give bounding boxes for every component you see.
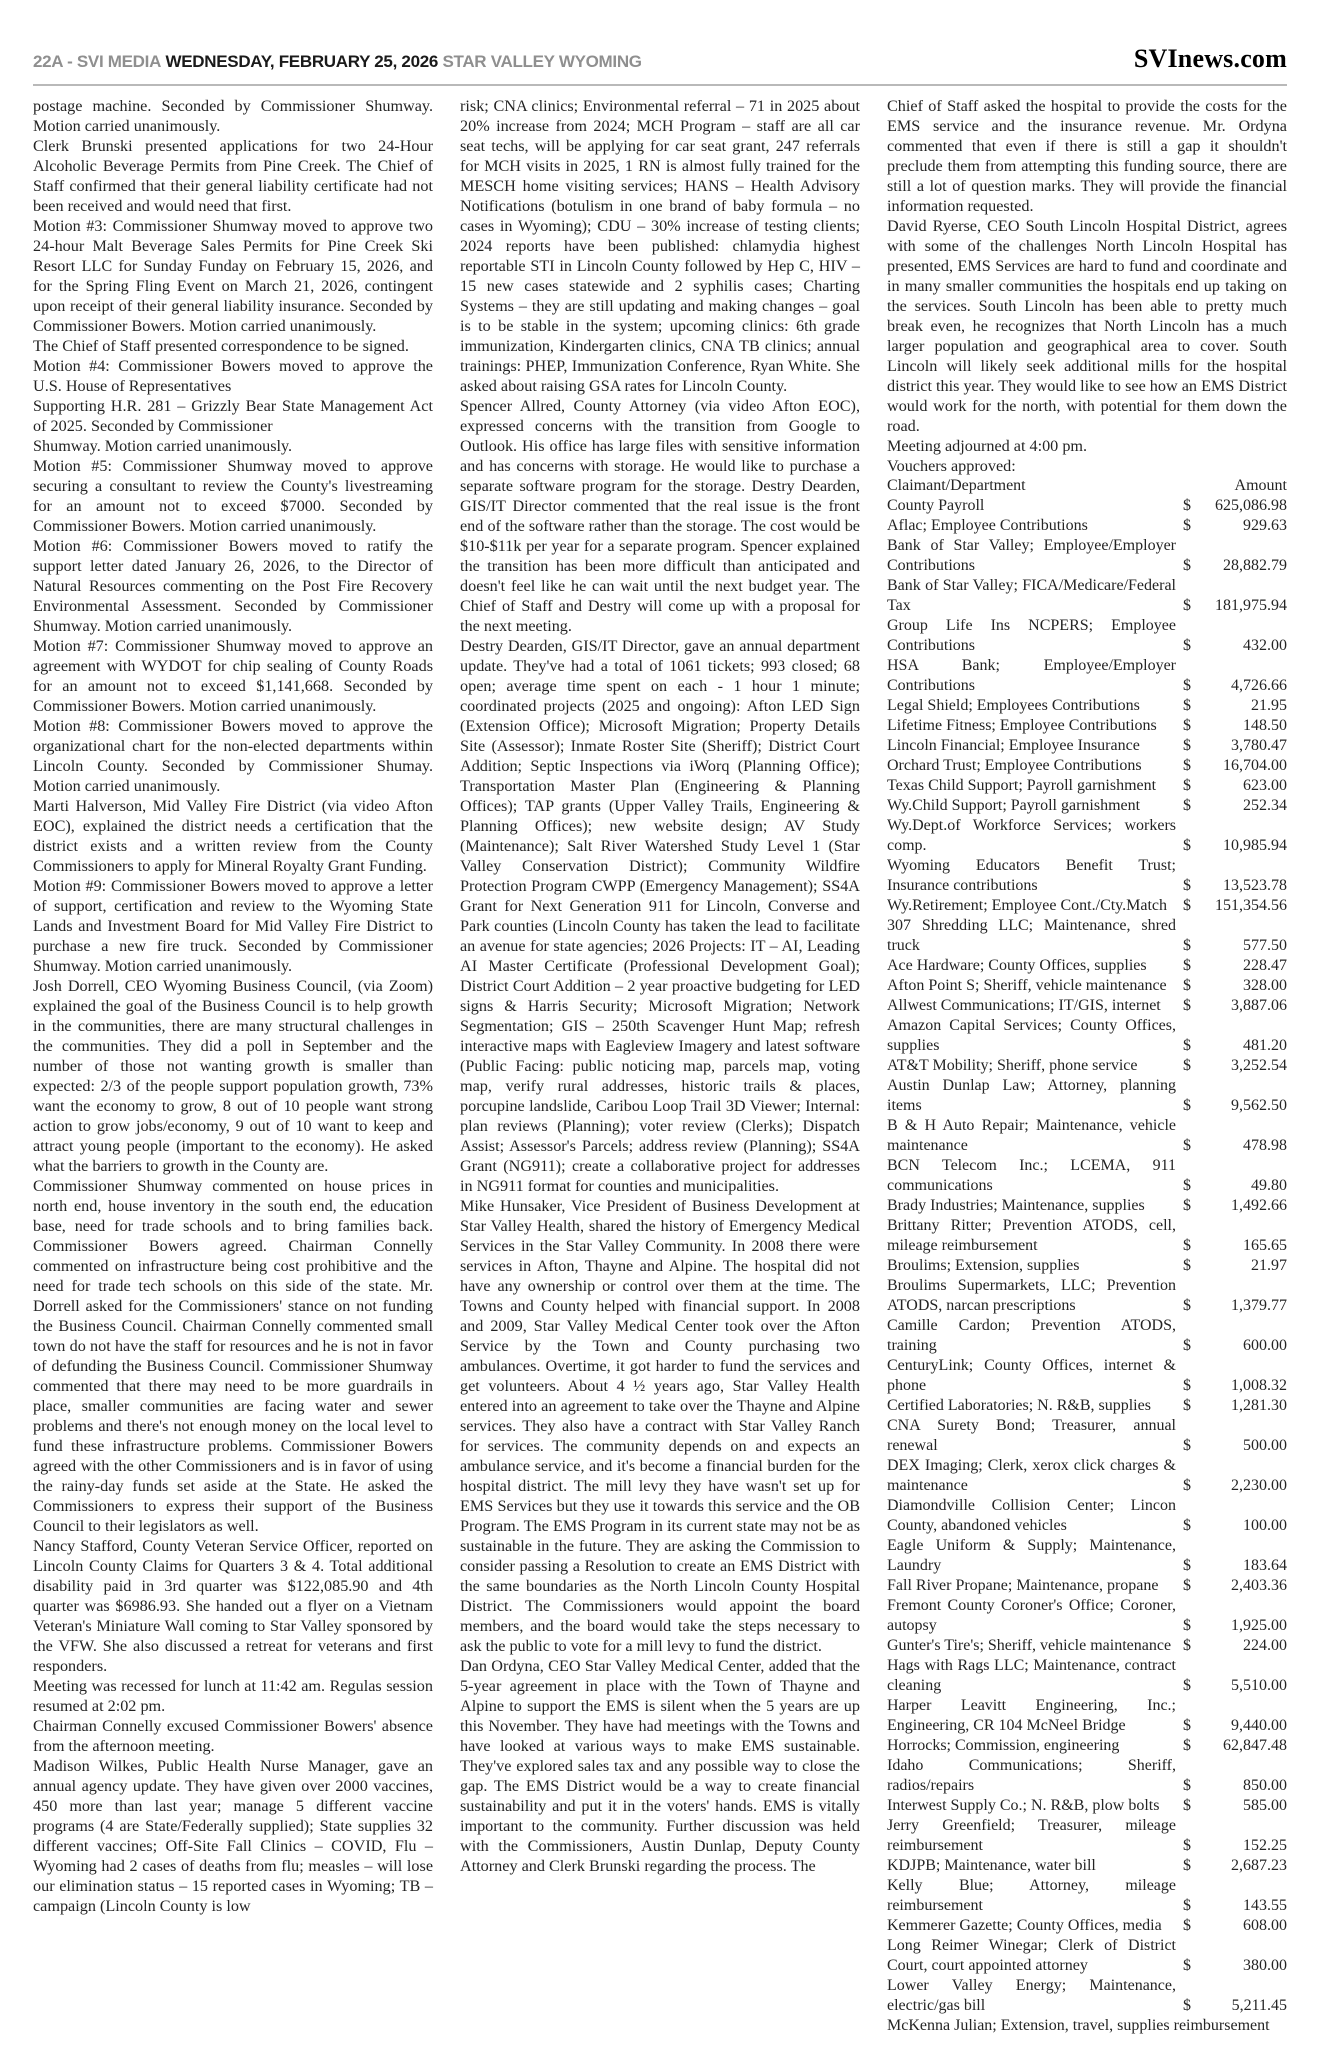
currency-symbol: $ bbox=[1183, 997, 1191, 1014]
voucher-claimant: Hags with Rags LLC; Maintenance, contract cleaning bbox=[887, 1657, 1176, 1694]
voucher-claimant: 307 Shredding LLC; Maintenance, shred truck bbox=[887, 917, 1176, 954]
amount-value: 1,008.32 bbox=[1231, 1377, 1287, 1394]
voucher-claimant: Idaho Communications; Sheriff, radios/repairs bbox=[887, 1757, 1176, 1794]
voucher-claimant: Jerry Greenfield; Treasurer, mileage reimbursement bbox=[887, 1817, 1176, 1854]
voucher-row bbox=[887, 1576, 1287, 1596]
voucher-claimant-header: Claimant/Department bbox=[887, 477, 1026, 494]
voucher-amount bbox=[1183, 1736, 1287, 1756]
paragraph: Commissioner Shumway commented on house prices in north end, house inventory in the south end, the education base, need for trade schools and to bring families back. Commissioner Bowers agreed. Chairman Connelly commented on infrastructure being cost prohibitive and the need for trade tech schools on this side of the state. Mr. Dorrell asked for the Commissioners' stance on not funding the Business Council. Chairman Connelly commented small town do not have the staff for resources and he is not in favor of defunding the Business Council. Commissioner Shumway commented that there may need to be more guardrails in place, smaller communities are facing water and sewer problems and there's not enough money on the local level to fund these infrastructure problems. Commissioner Bowers agreed with the other Commissioners and is in favor of using the rainy-day funds set aside at the State. He asked the Commissioners to express their support of the Business Council to their legislators as well. bbox=[33, 1177, 433, 1535]
currency-symbol: $ bbox=[1183, 1437, 1191, 1454]
voucher-claimant: Diamondville Collision Center; Lincon County, abandoned vehicles bbox=[887, 1497, 1176, 1534]
voucher-amount bbox=[1183, 756, 1287, 776]
voucher-claimant: Group Life Ins NCPERS; Employee Contributions bbox=[887, 617, 1176, 654]
amount-value: 252.34 bbox=[1243, 797, 1287, 814]
voucher-claimant: Harper Leavitt Engineering, Inc.; Engineering, CR 104 McNeel Bridge bbox=[887, 1697, 1176, 1734]
paragraph: Shumway. Motion carried unanimously. bbox=[33, 437, 293, 455]
voucher-amount bbox=[1183, 1856, 1287, 1876]
paragraph: The Chief of Staff presented correspondence to be signed. bbox=[33, 337, 409, 355]
masthead-left bbox=[33, 52, 642, 72]
voucher-row bbox=[887, 1796, 1287, 1816]
amount-value: 623.00 bbox=[1243, 777, 1287, 794]
voucher-amount bbox=[1183, 1296, 1287, 1316]
voucher-amount bbox=[1183, 1556, 1287, 1576]
currency-symbol: $ bbox=[1183, 737, 1191, 754]
voucher-row bbox=[887, 1736, 1287, 1756]
currency-symbol: $ bbox=[1183, 1797, 1191, 1814]
voucher-claimant: HSA Bank; Employee/Employer Contributions bbox=[887, 657, 1176, 694]
voucher-row bbox=[887, 696, 1287, 716]
amount-value: 625,086.98 bbox=[1215, 497, 1287, 514]
voucher-row bbox=[887, 1456, 1287, 1496]
currency-symbol: $ bbox=[1183, 637, 1191, 654]
amount-value: 1,379.77 bbox=[1231, 1297, 1287, 1314]
voucher-amount bbox=[1183, 1996, 1287, 2016]
currency-symbol: $ bbox=[1183, 677, 1191, 694]
voucher-row bbox=[887, 1876, 1287, 1916]
currency-symbol: $ bbox=[1183, 1377, 1191, 1394]
amount-value: 608.00 bbox=[1243, 1917, 1287, 1934]
voucher-claimant: Afton Point S; Sheriff, vehicle maintenance bbox=[887, 977, 1167, 994]
voucher-amount bbox=[1183, 1636, 1287, 1656]
currency-symbol: $ bbox=[1183, 1237, 1191, 1254]
currency-symbol: $ bbox=[1183, 1257, 1191, 1274]
issue-date: WEDNESDAY, FEBRUARY 25, 2026 bbox=[165, 52, 439, 71]
voucher-claimant: BCN Telecom Inc.; LCEMA, 911 communications bbox=[887, 1157, 1176, 1194]
voucher-claimant: Ace Hardware; County Offices, supplies bbox=[887, 957, 1147, 974]
currency-symbol: $ bbox=[1183, 1037, 1191, 1054]
amount-value: 165.65 bbox=[1243, 1237, 1287, 1254]
voucher-row bbox=[887, 1156, 1287, 1196]
voucher-amount bbox=[1183, 736, 1287, 756]
amount-value: 5,510.00 bbox=[1231, 1677, 1287, 1694]
voucher-claimant: Aflac; Employee Contributions bbox=[887, 517, 1088, 534]
currency-symbol: $ bbox=[1183, 1337, 1191, 1354]
voucher-claimant: Certified Laboratories; N. R&B, supplies bbox=[887, 1397, 1151, 1414]
voucher-row bbox=[887, 1536, 1287, 1576]
voucher-amount bbox=[1183, 696, 1287, 716]
currency-symbol: $ bbox=[1183, 1717, 1191, 1734]
currency-symbol: $ bbox=[1183, 1737, 1191, 1754]
currency-symbol: $ bbox=[1183, 957, 1191, 974]
amount-value: 2,687.23 bbox=[1231, 1857, 1287, 1874]
voucher-claimant: Bank of Star Valley; FICA/Medicare/Federal Tax bbox=[887, 577, 1176, 614]
voucher-row bbox=[887, 1276, 1287, 1316]
amount-value: 577.50 bbox=[1243, 937, 1287, 954]
voucher-claimant: Brady Industries; Maintenance, supplies bbox=[887, 1197, 1145, 1214]
voucher-row bbox=[887, 976, 1287, 996]
currency-symbol: $ bbox=[1183, 1557, 1191, 1574]
voucher-amount bbox=[1183, 876, 1287, 896]
paragraph: Motion #6: Commissioner Bowers moved to ratify the support letter dated January 26, 2026, to the Director of Natural Resources commenting on the Post Fire Recovery Environmental Assessment. Seconded by Commissioner Shumway. Motion carried unanimously. bbox=[33, 537, 433, 635]
amount-value: 380.00 bbox=[1243, 1957, 1287, 1974]
column-1 bbox=[33, 96, 433, 2048]
voucher-claimant: County Payroll bbox=[887, 497, 985, 514]
amount-value: 585.00 bbox=[1243, 1797, 1287, 1814]
amount-value: 1,281.30 bbox=[1231, 1397, 1287, 1414]
voucher-amount bbox=[1183, 956, 1287, 976]
voucher-claimant: Lincoln Financial; Employee Insurance bbox=[887, 737, 1140, 754]
voucher-amount bbox=[1183, 1196, 1287, 1216]
voucher-row bbox=[887, 1416, 1287, 1456]
currency-symbol: $ bbox=[1183, 697, 1191, 714]
voucher-amount bbox=[1183, 596, 1287, 616]
currency-symbol: $ bbox=[1183, 1897, 1191, 1914]
column-2 bbox=[460, 96, 860, 2048]
voucher-amount bbox=[1183, 636, 1287, 656]
publication-location: STAR VALLEY WYOMING bbox=[442, 52, 642, 71]
voucher-amount bbox=[1183, 1796, 1287, 1816]
voucher-claimant: Brittany Ritter; Prevention ATODS, cell, mileage reimbursement bbox=[887, 1217, 1176, 1254]
currency-symbol: $ bbox=[1183, 877, 1191, 894]
voucher-claimant: Broulims Supermarkets, LLC; Prevention ATODS, narcan prescriptions bbox=[887, 1277, 1176, 1314]
amount-value: 21.95 bbox=[1251, 697, 1287, 714]
voucher-row bbox=[887, 1396, 1287, 1416]
voucher-amount bbox=[1183, 1036, 1287, 1056]
currency-symbol: $ bbox=[1183, 1057, 1191, 1074]
voucher-claimant: Eagle Uniform & Supply; Maintenance, Laundry bbox=[887, 1537, 1176, 1574]
currency-symbol: $ bbox=[1183, 1137, 1191, 1154]
amount-value: 152.25 bbox=[1243, 1837, 1287, 1854]
column-3 bbox=[887, 96, 1287, 2048]
voucher-amount bbox=[1183, 1236, 1287, 1256]
voucher-claimant: AT&T Mobility; Sheriff, phone service bbox=[887, 1057, 1138, 1074]
paragraph: Motion #8: Commissioner Bowers moved to approve the organizational chart for the non-elected departments within Lincoln County. Seconded by Commissioner Shumay. Motion carried unanimously. bbox=[33, 717, 433, 795]
voucher-row bbox=[887, 1256, 1287, 1276]
amount-value: 3,252.54 bbox=[1231, 1057, 1287, 1074]
voucher-claimant: Lower Valley Energy; Maintenance, electric/gas bill bbox=[887, 1977, 1176, 2014]
paragraph: Motion #9: Commissioner Bowers moved to approve a letter of support, certification and review to the Wyoming State Lands and Investment Board for Mid Valley Fire District to purchase a new fire truck. Seconded by Commissioner Shumway. Motion carried unanimously. bbox=[33, 877, 433, 975]
voucher-row bbox=[887, 1496, 1287, 1536]
paragraph: Madison Wilkes, Public Health Nurse Manager, gave an annual agency update. They have given over 2000 vaccines, 450 more than last year; manage 5 different vaccine programs (4 are State/Federally supplied); State supplies 32 different vaccines; Off-Site Fall Clinics – COVID, Flu – Wyoming had 2 cases of deaths from flu; measles – will lose our elimination status – 15 reported cases in Wyoming; TB – campaign (Lincoln County is low bbox=[33, 1757, 433, 1915]
amount-value: 1,925.00 bbox=[1231, 1617, 1287, 1634]
voucher-row bbox=[887, 616, 1287, 656]
voucher-amount bbox=[1183, 1516, 1287, 1536]
voucher-claimant: Lifetime Fitness; Employee Contributions bbox=[887, 717, 1157, 734]
voucher-claimant: Fremont County Coroner's Office; Coroner, autopsy bbox=[887, 1597, 1176, 1634]
voucher-amount bbox=[1183, 516, 1287, 536]
voucher-row bbox=[887, 956, 1287, 976]
voucher-row bbox=[887, 2016, 1287, 2036]
currency-symbol: $ bbox=[1183, 1917, 1191, 1934]
paragraph: risk; CNA clinics; Environmental referral – 71 in 2025 about 20% increase from 2024; MCH Program – staff are all car seat techs, will be applying for car seat grant, 247 referrals for MCH visits in 2025, 1 RN is almost fully trained for the MESCH home visiting services; HANS – Health Advisory Notifications (botulism in one brand of baby formula – no cases in Wyoming); CDU – 30% increase of testing clients; 2024 reports have been published: chlamydia highest reportable STI in Lincoln County followed by Hep C, HIV – 15 new cases statewide and 2 syphilis cases; Charting Systems – they are still updating and making changes – goal is to be stable in the system; upcoming clinics: 6th grade immunization, Kindergarten clinics, CNA TB clinics; annual trainings: PHEP, Immunization Conference, Ryan White. She asked about raising GSA rates for Lincoln County. bbox=[460, 97, 860, 395]
voucher-row bbox=[887, 1116, 1287, 1156]
voucher-row bbox=[887, 496, 1287, 516]
voucher-row bbox=[887, 776, 1287, 796]
voucher-claimant: Amazon Capital Services; County Offices, supplies bbox=[887, 1017, 1176, 1054]
currency-symbol: $ bbox=[1183, 1777, 1191, 1794]
voucher-claimant: Kemmerer Gazette; County Offices, media bbox=[887, 1917, 1162, 1934]
amount-value: 148.50 bbox=[1243, 717, 1287, 734]
currency-symbol: $ bbox=[1183, 557, 1191, 574]
currency-symbol: $ bbox=[1183, 1517, 1191, 1534]
voucher-row bbox=[887, 1816, 1287, 1856]
voucher-claimant: Wy.Retirement; Employee Cont./Cty.Match bbox=[887, 897, 1168, 914]
voucher-amount bbox=[1183, 1776, 1287, 1796]
currency-symbol: $ bbox=[1183, 897, 1191, 914]
amount-value: 143.55 bbox=[1243, 1897, 1287, 1914]
voucher-amount bbox=[1183, 1056, 1287, 1076]
currency-symbol: $ bbox=[1183, 1677, 1191, 1694]
amount-value: 4,726.66 bbox=[1231, 677, 1287, 694]
voucher-claimant: KDJPB; Maintenance, water bill bbox=[887, 1857, 1096, 1874]
currency-symbol: $ bbox=[1183, 937, 1191, 954]
paragraph: Destry Dearden, GIS/IT Director, gave an annual department update. They've had a total of 1061 tickets; 993 closed; 68 open; average time spent on each - 1 hour 1 minute; coordinated projects (2025 and ongoing): Afton LED Sign (Extension Office); Microsoft Migration; Property Details Site (Assessor); Inmate Roster Site (Sheriff); District Court Addition; Septic Inspections via iWorq (Planning Office); Transportation Master Plan (Engineering & Planning Offices); TAP grants (Upper Valley Trails, Engineering & Planning Offices); new website design; AV Study (Maintenance); Salt River Watershed Study Level 1 (Star Valley Conservation District); Community Wildfire Protection Program CWPP (Emergency Management); SS4A Grant for Next Generation 911 for Lincoln, Converse and Park counties (Lincoln County has taken the lead to facilitate an avenue for state agencies; 2026 Projects: IT – AI, Leading AI Master Certificate (Professional Development Goal); District Court Addition – 2 year proactive budgeting for LED signs & Harris Security; Microsoft Migration; Network Segmentation; GIS – 250th Scavenger Hunt Map; refresh interactive maps with Eagleview Imagery and latest software (Public Facing: public noticing map, parcels map, voting map, verify rural addresses, historic trails & places, porcupine landslide, Caribou Loop Trail 3D Viewer; Internal: plan reviews (Planning); voter review (Clerks); Dispatch Assist; Assessor's Parcels; address review (Planning); SS4A Grant (NG911); create a collaborative project for addresses in NG911 format for counties and municipalities. bbox=[460, 637, 860, 1195]
amount-value: 181,975.94 bbox=[1215, 597, 1287, 614]
currency-symbol: $ bbox=[1183, 1957, 1191, 1974]
voucher-amount bbox=[1183, 496, 1287, 516]
voucher-claimant: CenturyLink; County Offices, internet & phone bbox=[887, 1357, 1176, 1394]
paragraph: Meeting adjourned at 4:00 pm. bbox=[887, 437, 1088, 455]
currency-symbol: $ bbox=[1183, 777, 1191, 794]
paragraph: David Ryerse, CEO South Lincoln Hospital District, agrees with some of the challenges North Lincoln Hospital has presented, EMS Services are hard to fund and coordinate and in many smaller communities the hospitals end up taking on the services. South Lincoln has been able to pretty much break even, he recognizes that North Lincoln has a much larger population and geographical area to cover. South Lincoln will likely seek additional mills for the hospital district this year. They would like to see how an EMS District would work for the north, with potential for them down the road. bbox=[887, 217, 1287, 435]
amount-value: 2,403.36 bbox=[1231, 1577, 1287, 1594]
voucher-amount bbox=[1183, 896, 1287, 916]
voucher-amount bbox=[1183, 676, 1287, 696]
voucher-amount bbox=[1183, 1896, 1287, 1916]
amount-value: 478.98 bbox=[1243, 1137, 1287, 1154]
currency-symbol: $ bbox=[1183, 1997, 1191, 2014]
paragraph: Motion #3: Commissioner Shumway moved to approve two 24-hour Malt Beverage Sales Permits for Pine Creek Ski Resort LLC for Sunday Funday on February 15, 2026, and for the Spring Fling Event on March 21, 2026, contingent upon receipt of their general liability insurance. Seconded by Commissioner Bowers. Motion carried unanimously. bbox=[33, 217, 433, 335]
amount-value: 49.80 bbox=[1251, 1177, 1287, 1194]
voucher-amount bbox=[1183, 996, 1287, 1016]
voucher-row bbox=[887, 1916, 1287, 1936]
voucher-row bbox=[887, 736, 1287, 756]
paragraph: Meeting was recessed for lunch at 11:42 am. Regulas session resumed at 2:02 pm. bbox=[33, 1677, 433, 1715]
currency-symbol: $ bbox=[1183, 717, 1191, 734]
voucher-row bbox=[887, 916, 1287, 956]
voucher-amount bbox=[1183, 1096, 1287, 1116]
voucher-amount bbox=[1183, 1956, 1287, 1976]
voucher-amount bbox=[1183, 1436, 1287, 1456]
voucher-row bbox=[887, 1196, 1287, 1216]
page-label: 22A - SVI MEDIA bbox=[33, 52, 162, 71]
voucher-amount bbox=[1183, 716, 1287, 736]
amount-value: 9,440.00 bbox=[1231, 1717, 1287, 1734]
paragraph: Nancy Stafford, County Veteran Service Officer, reported on Lincoln County Claims for Quarters 3 & 4. Total additional disability paid in 3rd quarter was $122,085.90 and 4th quarter was $6986.93. She handed out a flyer on a Vietnam Veteran's Miniature Wall coming to Star Valley sponsored by the VFW. She also discussed a retreat for veterans and first responders. bbox=[33, 1537, 433, 1675]
currency-symbol: $ bbox=[1183, 757, 1191, 774]
voucher-row bbox=[887, 1656, 1287, 1696]
amount-value: 10,985.94 bbox=[1223, 837, 1287, 854]
paragraph: Vouchers approved: bbox=[887, 457, 1016, 475]
voucher-row bbox=[887, 1316, 1287, 1356]
voucher-row bbox=[887, 1756, 1287, 1796]
site-name: SVInews.com bbox=[1133, 44, 1287, 73]
voucher-row bbox=[887, 516, 1287, 536]
voucher-claimant: Camille Cardon; Prevention ATODS, training bbox=[887, 1317, 1176, 1354]
paragraph: Spencer Allred, County Attorney (via video Afton EOC), expressed concerns with the transition from Google to Outlook. His office has large files with sensitive information and has concerns with storage. He would like to purchase a separate software program for the storage. Destry Dearden, GIS/IT Director commented that the real issue is the front end of the software rather than the storage. The cost would be $10-$11k per year for a separate program. Spencer explained the transition has been more difficult than anticipated and doesn't feel like he can wait until the next budget year. The Chief of Staff and Destry will come up with a proposal for the next meeting. bbox=[460, 397, 860, 635]
paragraph: Dan Ordyna, CEO Star Valley Medical Center, added that the 5-year agreement in place with the Town of Thayne and Alpine to support the EMS is silent when the 5 years are up this November. They have had meetings with the Towns and have looked at various ways to make EMS sustainable. They've explored sales tax and any possible way to close the gap. The EMS District would be a way to create financial sustainability and put it in the voters' hands. EMS is vitally important to the community. Further discussion was held with the Commissioners, Austin Dunlap, Deputy County Attorney and Clerk Brunski regarding the process. The bbox=[460, 1657, 860, 1875]
voucher-row bbox=[887, 1056, 1287, 1076]
amount-value: 183.64 bbox=[1243, 1557, 1287, 1574]
masthead bbox=[33, 44, 1287, 74]
currency-symbol: $ bbox=[1183, 1297, 1191, 1314]
amount-value: 16,704.00 bbox=[1223, 757, 1287, 774]
voucher-claimant: Wy.Child Support; Payroll garnishment bbox=[887, 797, 1141, 814]
amount-value: 481.20 bbox=[1243, 1037, 1287, 1054]
voucher-claimant: Gunter's Tire's; Sheriff, vehicle maintenance bbox=[887, 1637, 1172, 1654]
paragraph: Motion #4: Commissioner Bowers moved to approve the U.S. House of Representatives bbox=[33, 357, 433, 395]
voucher-row bbox=[887, 716, 1287, 736]
paragraph: postage machine. Seconded by Commissioner Shumway. Motion carried unanimously. bbox=[33, 97, 433, 135]
voucher-amount bbox=[1183, 1336, 1287, 1356]
voucher-row bbox=[887, 1696, 1287, 1736]
voucher-claimant: DEX Imaging; Clerk, xerox click charges & maintenance bbox=[887, 1457, 1176, 1494]
amount-value: 13,523.78 bbox=[1223, 877, 1287, 894]
amount-value: 151,354.56 bbox=[1215, 897, 1287, 914]
amount-value: 2,230.00 bbox=[1231, 1477, 1287, 1494]
paragraph: Josh Dorrell, CEO Wyoming Business Council, (via Zoom) explained the goal of the Business Council is to help growth in the communities, there are many structural challenges in the communities. They did a poll in September and the number of those not wanting growth is smaller than expected: 2/3 of the people support population growth, 73% want the economy to grow, 8 out of 10 people want strong action to grow jobs/economy, 9 out of 10 want to keep and attract young people (important to the economy). He asked what the barriers to growth in the County are. bbox=[33, 977, 433, 1175]
voucher-claimant: Allwest Communications; IT/GIS, internet bbox=[887, 997, 1161, 1014]
paragraph: Mike Hunsaker, Vice President of Business Development at Star Valley Health, shared the history of Emergency Medical Services in the Star Valley Community. In 2008 there were services in Afton, Thayne and Alpine. The hospital did not have any ownership or control over them at the time. The Towns and County helped with financial support. In 2008 and 2009, Star Valley Medical Center took over the Afton Service by the Town and County purchasing two ambulances. Overtime, it got harder to fund the services and get volunteers. About 4 ½ years ago, Star Valley Health entered into an agreement to take over the Thayne and Alpine services. They also have a contract with Star Valley Ranch for services. The community depends on and expects an ambulance service, and it's become a financial burden for the hospital district. The mill levy they have wasn't set up for EMS Services but they use it towards this service and the OB Program. The EMS Program in its current state may not be as sustainable in the future. They are asking the Commission to consider passing a Resolution to create an EMS District with the same boundaries as the North Lincoln County Hospital District. The Commissioners would appoint the board members, and the board would take the steps necessary to ask the public to vote for a mill levy to fund the district. bbox=[460, 1197, 860, 1655]
voucher-claimant: Long Reimer Winegar; Clerk of District Court, court appointed attorney bbox=[887, 1937, 1176, 1974]
paragraph: Chairman Connelly excused Commissioner Bowers' absence from the afternoon meeting. bbox=[33, 1717, 433, 1755]
amount-value: 9,562.50 bbox=[1231, 1097, 1287, 1114]
voucher-row bbox=[887, 576, 1287, 616]
currency-symbol: $ bbox=[1183, 497, 1191, 514]
masthead-divider bbox=[33, 84, 1287, 86]
paragraph: Chief of Staff asked the hospital to provide the costs for the EMS service and the insurance revenue. Mr. Ordyna commented that even if there is still a gap it shouldn't preclude them from attempting this funding source, there are still a lot of question marks. They will provide the financial information requested. bbox=[887, 97, 1287, 215]
voucher-amount bbox=[1183, 1676, 1287, 1696]
voucher-row bbox=[887, 996, 1287, 1016]
currency-symbol: $ bbox=[1183, 1577, 1191, 1594]
currency-symbol: $ bbox=[1183, 597, 1191, 614]
voucher-amount-header: Amount bbox=[1234, 477, 1287, 494]
voucher-claimant: B & H Auto Repair; Maintenance, vehicle maintenance bbox=[887, 1117, 1176, 1154]
voucher-amount bbox=[1183, 1256, 1287, 1276]
voucher-amount bbox=[1183, 1136, 1287, 1156]
voucher-amount bbox=[1183, 1716, 1287, 1736]
currency-symbol: $ bbox=[1183, 1177, 1191, 1194]
voucher-amount bbox=[1183, 556, 1287, 576]
voucher-row bbox=[887, 1076, 1287, 1116]
currency-symbol: $ bbox=[1183, 1837, 1191, 1854]
voucher-row bbox=[887, 536, 1287, 576]
voucher-claimant: Bank of Star Valley; Employee/Employer Contributions bbox=[887, 537, 1176, 574]
voucher-table-header bbox=[887, 476, 1287, 496]
voucher-amount bbox=[1183, 1616, 1287, 1636]
currency-symbol: $ bbox=[1183, 1197, 1191, 1214]
voucher-claimant: McKenna Julian; Extension, travel, supplies reimbursement bbox=[887, 2017, 1270, 2034]
voucher-amount bbox=[1183, 976, 1287, 996]
amount-value: 600.00 bbox=[1243, 1337, 1287, 1354]
voucher-claimant: Texas Child Support; Payroll garnishment bbox=[887, 777, 1157, 794]
voucher-row bbox=[887, 816, 1287, 856]
currency-symbol: $ bbox=[1183, 1857, 1191, 1874]
amount-value: 228.47 bbox=[1243, 957, 1287, 974]
voucher-amount bbox=[1183, 776, 1287, 796]
paragraph: Marti Halverson, Mid Valley Fire District (via video Afton EOC), explained the district needs a certification that the district exists and a written review from the County Commissioners to apply for Mineral Royalty Grant Funding. bbox=[33, 797, 433, 875]
amount-value: 1,492.66 bbox=[1231, 1197, 1287, 1214]
voucher-row bbox=[887, 1936, 1287, 1976]
paragraph: Motion #7: Commissioner Shumway moved to approve an agreement with WYDOT for chip sealing of County Roads for an amount not to exceed $1,141,668. Seconded by Commissioner Bowers. Motion carried unanimously. bbox=[33, 637, 433, 715]
paragraph: Motion #5: Commissioner Shumway moved to approve securing a consultant to review the County's livestreaming for an amount not to exceed $7000. Seconded by Commissioner Bowers. Motion carried unanimously. bbox=[33, 457, 433, 535]
amount-value: 432.00 bbox=[1243, 637, 1287, 654]
voucher-amount bbox=[1183, 1576, 1287, 1596]
voucher-amount bbox=[1183, 1916, 1287, 1936]
paragraph: Supporting H.R. 281 – Grizzly Bear State Management Act of 2025. Seconded by Commissioner bbox=[33, 397, 433, 435]
amount-value: 3,780.47 bbox=[1231, 737, 1287, 754]
voucher-claimant: Orchard Trust; Employee Contributions bbox=[887, 757, 1142, 774]
voucher-amount bbox=[1183, 1836, 1287, 1856]
voucher-claimant: Wy.Dept.of Workforce Services; workers comp. bbox=[887, 817, 1176, 854]
currency-symbol: $ bbox=[1183, 1397, 1191, 1414]
voucher-amount bbox=[1183, 796, 1287, 816]
currency-symbol: $ bbox=[1183, 1617, 1191, 1634]
voucher-row bbox=[887, 756, 1287, 776]
article-columns bbox=[33, 96, 1287, 2048]
currency-symbol: $ bbox=[1183, 977, 1191, 994]
currency-symbol: $ bbox=[1183, 1637, 1191, 1654]
voucher-claimant: Horrocks; Commission, engineering bbox=[887, 1737, 1120, 1754]
currency-symbol: $ bbox=[1183, 1477, 1191, 1494]
amount-value: 328.00 bbox=[1243, 977, 1287, 994]
voucher-row bbox=[887, 1356, 1287, 1396]
voucher-amount bbox=[1183, 936, 1287, 956]
voucher-row bbox=[887, 1216, 1287, 1256]
voucher-claimant: Kelly Blue; Attorney, mileage reimbursement bbox=[887, 1877, 1176, 1914]
currency-symbol: $ bbox=[1183, 1097, 1191, 1114]
voucher-claimant: Interwest Supply Co.; N. R&B, plow bolts bbox=[887, 1797, 1160, 1814]
amount-value: 224.00 bbox=[1243, 1637, 1287, 1654]
voucher-claimant: Legal Shield; Employees Contributions bbox=[887, 697, 1140, 714]
amount-value: 28,882.79 bbox=[1223, 557, 1287, 574]
voucher-amount bbox=[1183, 836, 1287, 856]
voucher-row bbox=[887, 796, 1287, 816]
voucher-row bbox=[887, 896, 1287, 916]
voucher-claimant: CNA Surety Bond; Treasurer, annual renewal bbox=[887, 1417, 1176, 1454]
currency-symbol: $ bbox=[1183, 837, 1191, 854]
amount-value: 3,887.06 bbox=[1231, 997, 1287, 1014]
amount-value: 100.00 bbox=[1243, 1517, 1287, 1534]
currency-symbol: $ bbox=[1183, 797, 1191, 814]
voucher-row bbox=[887, 1976, 1287, 2016]
amount-value: 929.63 bbox=[1243, 517, 1287, 534]
voucher-amount bbox=[1183, 1376, 1287, 1396]
voucher-row bbox=[887, 1016, 1287, 1056]
voucher-row bbox=[887, 1596, 1287, 1636]
voucher-amount bbox=[1183, 1396, 1287, 1416]
paragraph: Clerk Brunski presented applications for two 24-Hour Alcoholic Beverage Permits from Pine Creek. The Chief of Staff confirmed that their general liability certificate had not been received and would need that first. bbox=[33, 137, 433, 215]
currency-symbol: $ bbox=[1183, 517, 1191, 534]
amount-value: 62,847.48 bbox=[1223, 1737, 1287, 1754]
voucher-claimant: Austin Dunlap Law; Attorney, planning items bbox=[887, 1077, 1176, 1114]
voucher-claimant: Broulims; Extension, supplies bbox=[887, 1257, 1080, 1274]
voucher-row bbox=[887, 656, 1287, 696]
amount-value: 5,211.45 bbox=[1231, 1997, 1287, 2014]
voucher-row bbox=[887, 856, 1287, 896]
voucher-amount bbox=[1183, 1476, 1287, 1496]
voucher-claimant: Wyoming Educators Benefit Trust; Insurance contributions bbox=[887, 857, 1176, 894]
voucher-row bbox=[887, 1856, 1287, 1876]
voucher-amount bbox=[1183, 1176, 1287, 1196]
voucher-row bbox=[887, 1636, 1287, 1656]
voucher-claimant: Fall River Propane; Maintenance, propane bbox=[887, 1577, 1159, 1594]
amount-value: 21.97 bbox=[1251, 1257, 1287, 1274]
amount-value: 850.00 bbox=[1243, 1777, 1287, 1794]
amount-value: 500.00 bbox=[1243, 1437, 1287, 1454]
